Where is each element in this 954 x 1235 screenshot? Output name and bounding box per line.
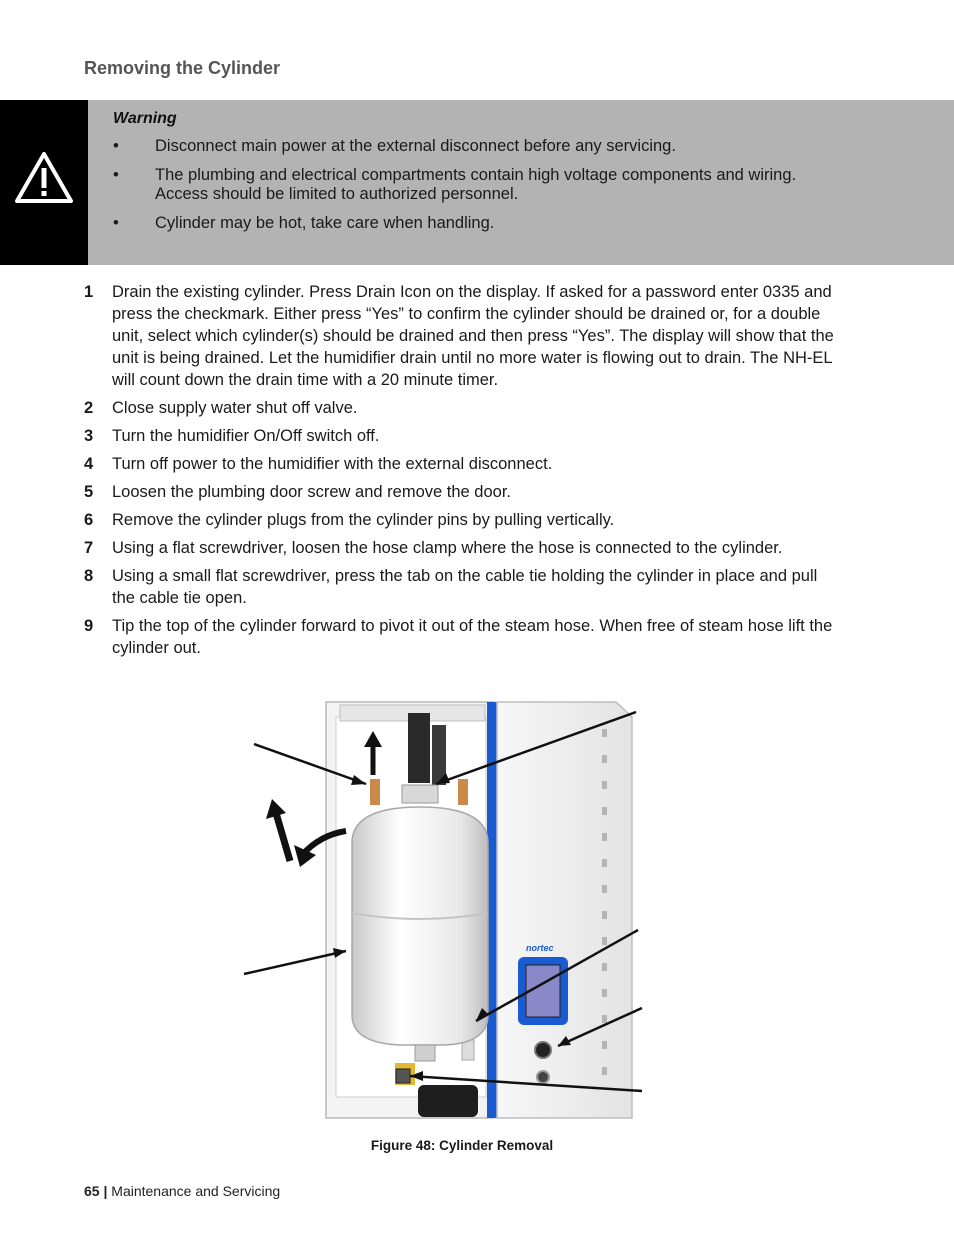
cylinder-body [352, 807, 488, 1045]
step-text: Remove the cylinder plugs from the cylinder pins by pulling vertically. [112, 511, 615, 529]
warning-item [113, 166, 833, 205]
page-number: 65 [84, 1183, 100, 1199]
step-item [84, 509, 844, 531]
step-item [84, 453, 844, 475]
step-number: 7 [84, 539, 94, 557]
cylinder-base [415, 1045, 435, 1061]
warning-triangle-icon [14, 150, 74, 204]
step-text: Tip the top of the cylinder forward to pivot it out of the steam hose. When free of steam hose lift the cylinder out. [112, 617, 833, 657]
warning-sidebar [0, 100, 88, 265]
side-panel [497, 702, 632, 1118]
step-number: 3 [84, 427, 94, 445]
warning-item-text: Cylinder may be hot, take care when handling. [155, 213, 495, 232]
page-footer [84, 1183, 280, 1199]
warning-heading: Warning [113, 110, 177, 127]
step-number: 4 [84, 455, 94, 473]
bullet: • [113, 213, 119, 232]
step-item [84, 615, 844, 659]
step-number: 8 [84, 567, 94, 585]
step-text: Close supply water shut off valve. [112, 399, 358, 417]
warning-item-text: The plumbing and electrical compartments contain high voltage components and wiring. Access should be limited to authorized personnel. [155, 165, 797, 203]
step-item [84, 537, 844, 559]
warning-item-text: Disconnect main power at the external disconnect before any servicing. [155, 137, 676, 155]
step-text: Turn the humidifier On/Off switch off. [112, 427, 380, 445]
footer-separator: | [103, 1183, 108, 1199]
cylinder-plug [458, 779, 468, 805]
steam-hose [408, 713, 430, 783]
step-text: Loosen the plumbing door screw and remove the door. [112, 483, 511, 501]
step-number: 1 [84, 283, 94, 301]
step-item [84, 565, 844, 609]
bullet: • [113, 165, 119, 184]
footer-section: Maintenance and Servicing [111, 1183, 281, 1199]
step-number: 9 [84, 617, 94, 635]
drain-pump [418, 1085, 478, 1117]
tilt-arrow-head [266, 799, 286, 819]
step-text: Using a flat screwdriver, loosen the hose clamp where the hose is connected to the cylinder. [112, 539, 783, 557]
cylinder-removal-figure [240, 695, 650, 1125]
step-number: 5 [84, 483, 94, 501]
warning-item [113, 137, 833, 157]
control-button [537, 1071, 549, 1083]
warning-item [113, 214, 833, 234]
step-number: 2 [84, 399, 94, 417]
humidifier-illustration [240, 695, 650, 1125]
drain-fitting [396, 1069, 410, 1083]
control-button [535, 1042, 551, 1058]
tilt-arrow [276, 813, 290, 861]
cylinder-neck [402, 785, 438, 803]
step-item [84, 397, 844, 419]
warning-list [113, 137, 833, 242]
step-list [84, 281, 844, 665]
step-item [84, 425, 844, 447]
step-item [84, 281, 844, 391]
cylinder-plug [370, 779, 380, 805]
step-text: Using a small flat screwdriver, press the tab on the cable tie holding the cylinder in place and pull the cable tie open. [112, 567, 818, 607]
brand-logo: nortec [526, 943, 554, 953]
step-item [84, 481, 844, 503]
step-number: 6 [84, 511, 94, 529]
step-text: Turn off power to the humidifier with the external disconnect. [112, 455, 553, 473]
bullet: • [113, 137, 119, 155]
section-title: Removing the Cylinder [84, 58, 281, 78]
step-text: Drain the existing cylinder. Press Drain Icon on the display. If asked for a password enter 0335 and press the checkmark. Either press “Yes” to confirm the cylinder should be drained or, for a double unit, select which cylinder(s) should be drained and then press “Yes”. The display will show that the unit is being drained. Let the humidifier drain until no more water is flowing out to drain. The NH-EL will count down the drain time with a 20 minute timer. [112, 283, 834, 389]
figure-caption: Figure 48: Cylinder Removal [370, 1138, 554, 1153]
warning-box [0, 100, 954, 265]
